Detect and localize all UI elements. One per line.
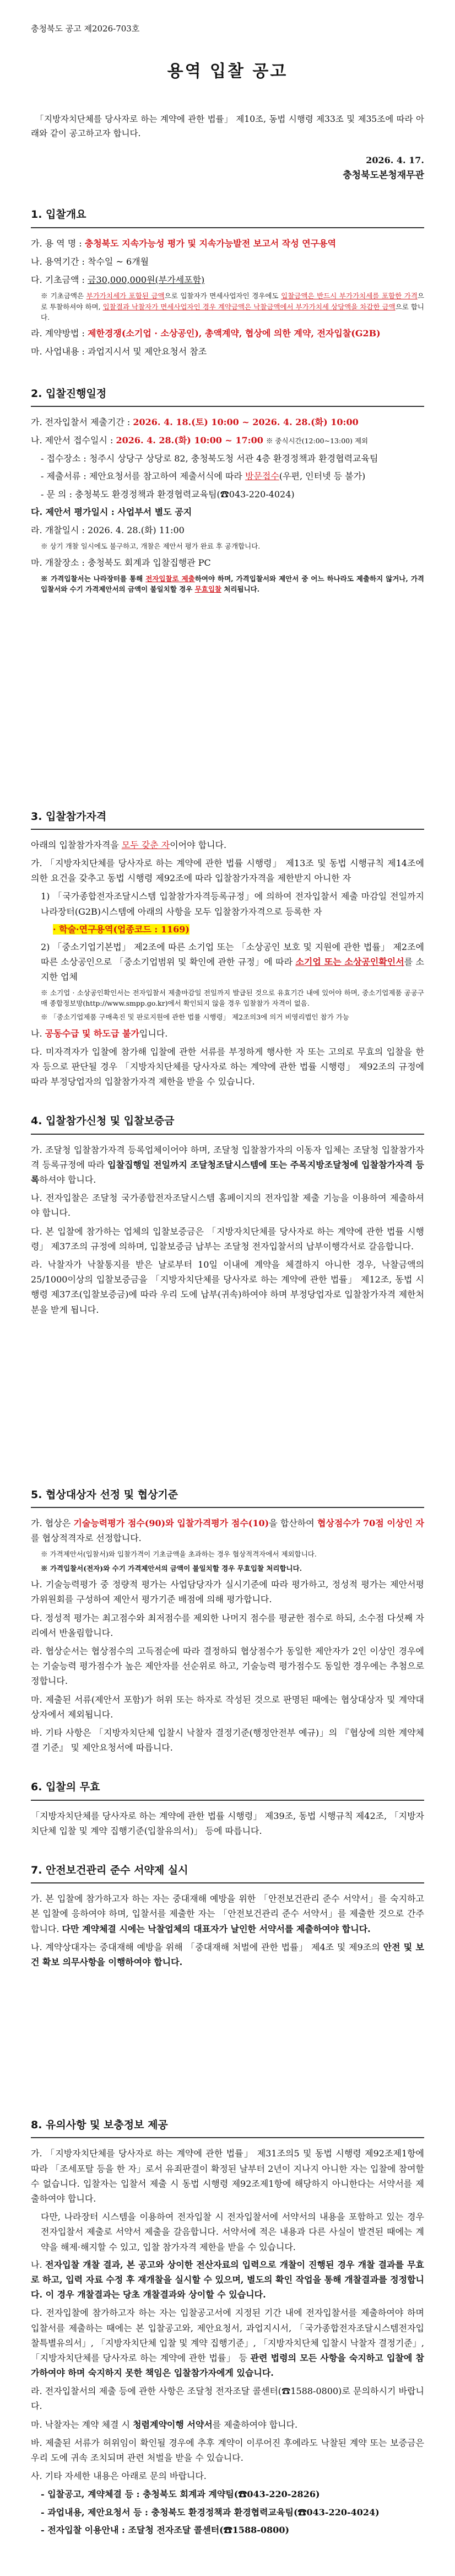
announcement-date: 2026. 4. 17. <box>366 155 424 166</box>
bid-submit-period: 가. 전자입찰서 제출기간 : 2026. 4. 18.(토) 10:00 ~ 2026. 4. 28.(화) 10:00 <box>31 416 359 427</box>
qualification-a: 가. 「지방자치단체를 당사자로 하는 계약에 관한 법률 시행령」 제13조 및 동법 시행규칙 제14조에 의한 요건을 갖추고 동법 시행령 제92조에 따라 입찰참가자격을 제한받지 아니한 자 <box>31 858 424 884</box>
section-6-title: 6. 입찰의 무효 <box>31 1781 100 1794</box>
qualitative-evaluation: 다. 정성적 평가는 최고점수와 최저점수를 제외한 나머지 점수를 평균한 점수로 하되, 소수점 다섯째 자리에서 반올림합니다. <box>31 1612 424 1638</box>
section-5-title: 5. 협상대상자 선정 및 협상기준 <box>31 1488 178 1501</box>
nonprofit-note: ※ 「중소기업제품 구매촉진 및 판로지원에 관한 법률 시행령」 제2조의3에 의거 비영리법인 참가 가능 <box>41 1013 349 1022</box>
inquiry-contact: - 문 의 : 충청북도 환경정책과 환경협력교육팀(☎043-220-4024) <box>41 489 295 500</box>
contract-method: 제한경쟁(소기업 · 소상공인), 총액계약, 협상에 의한 계약, 전자입찰(G2B) <box>88 328 381 339</box>
qualification-c: 다. 미자격자가 입찰에 참가해 입찰에 관한 서류를 부정하게 행사한 자 또는 고의로 무효의 입찰을 한 자 등으로 판단될 경우 「지방자치단체를 당사자로 하는 계약에 관한 법률 시행령」 제92조의 규정에 따라 부정당업자의 입찰참가자격 제한을 받을 수 있습니다. <box>31 1046 424 1087</box>
intro-text: 「지방자치단체를 당사자로 하는 계약에 관한 법률」 제10조, 동법 시행령 제33조 및 제35조에 따라 아래와 같이 공고하고자 합니다. <box>31 114 424 138</box>
section-1-title: 1. 입찰개요 <box>31 208 86 221</box>
section-3-title: 3. 입찰참가자격 <box>31 810 107 823</box>
section-divider <box>31 1134 424 1135</box>
receipt-location: - 접수장소 : 청주시 상당구 상당로 82, 충청북도청 서관 4층 환경정책과 환경협력교육팀 <box>41 453 378 464</box>
section-divider <box>31 1800 424 1801</box>
section-7-title: 7. 안전보건관리 준수 서약제 실시 <box>31 1864 188 1876</box>
small-business-note: ※ 소기업 · 소상공인확인서는 전자입찰서 제출마감일 전일까지 발급된 것으로 유효기간 내에 있어야 하며, 중소기업제품 공공구매 종합정보망(http://www.smpp.go.kr)에서 확인되지 않을 경우 입찰참가 자격이 없음. <box>41 988 424 1007</box>
page-title: 용역 입찰 공고 <box>167 61 288 81</box>
base-amount-note: ※ 기초금액은 부가가치세가 포함된 금액으로 입찰자가 면세사업자인 경우에도 입찰금액은 반드시 부가가치세를 포함한 가격으로 투찰하셔야 하며, 입찰결과 낙찰자가 면세사업자인 경우 계약금액은 낙찰금액에서 부가가치세 상당액을 차감한 금액으로 합니다. <box>41 292 425 321</box>
safety-pledge-rule: 가. 본 입찰에 참가하고자 하는 자는 중대재해 예방을 위한 「안전보건관리 준수 서약서」를 숙지하고 본 입찰에 응하여야 하며, 입찰서를 제출한 자는 「안전보건관리 준수 서약서」를 제출한 것으로 간주합니다. 다만 계약체결 시에는 낙찰업체의 대표자가 날인한 서약서를 제출하여야 합니다. <box>31 1893 424 1934</box>
base-amount: 금30,000,000원(부가세포함) <box>88 274 205 285</box>
safety-obligation-rule: 나. 계약상대자는 중대재해 예방을 위해 「중대재해 처벌에 관한 법률」 제4조 및 제9조의 안전 및 보건 확보 의무사항을 이행하여야 합니다. <box>31 1941 424 1967</box>
registration-rule: 가. 조달청 입찰참가자격 등록업체이어야 하며, 조달청 입찰참가자의 이동자 입체는 조달청 입찰참가자격 등록규정에 따라 입찰집행일 전일까지 조달청조달시스템에 또는 주목지방조달청에 입찰참가자격 등록하셔야 합니다. <box>31 1144 424 1185</box>
negotiation-order: 라. 협상순서는 협상점수의 고득점순에 따라 결정하되 협상점수가 동일한 제안자가 2인 이상인 경우에는 기술능력 평가점수가 높은 제안자를 선순위로 하고, 기술능력 평가점수도 동일한 경우에는 추첨으로 정합니다. <box>31 1645 424 1687</box>
service-name: 충청북도 지속가능성 평가 및 지속가능발전 보고서 작성 연구용역 <box>84 238 337 249</box>
section-8-title: 8. 유의사항 및 보충정보 제공 <box>31 2119 168 2132</box>
qualification-a-2: 2) 「중소기업기본법」 제2조에 따른 소기업 또는 「소상공인 보호 및 지원에 관한 법률」 제2조에 따른 소상공인으로 「중소기업범위 및 확인에 관한 규정」에 따라 소기업 또는 소상공인확인서를 소지한 업체 <box>41 941 424 983</box>
section-2-title: 2. 입찰진행일정 <box>31 387 107 400</box>
section-divider <box>31 1507 424 1508</box>
callcenter-inquiry: 라. 전자입찰서의 제출 등에 관한 사항은 조달청 전자조달 콜센터(☎1588-0800)로 문의하시기 바랍니다. <box>31 2386 424 2412</box>
industry-code: · 학술·연구용역(업종코드 : 1169) <box>53 924 189 935</box>
negotiation-selection: 가. 협상은 기술능력평가 점수(90)와 입찰가격평가 점수(10)을 합산하여 협상점수가 70점 이상인 자를 협상적격자로 선정합니다. <box>31 1518 424 1544</box>
contact-callcenter: - 전자입찰 이용안내 : 조달청 전자조달 콜센터(☎1588-0800) <box>41 2524 290 2535</box>
other-rules: 바. 기타 사항은 「지방자치단체 입찰시 낙찰자 결정기준(행정안전부 예규)」의 『협상에 의한 계약체결 기준』 및 제안요청서에 따릅니다. <box>31 1727 424 1753</box>
base-amount-line: 다. 기초금액 : 금30,000,000원(부가세포함) <box>31 274 205 285</box>
opening-note: ※ 상기 개찰 일시에도 불구하고, 개찰은 제안서 평가 완료 후 공개합니다. <box>41 542 261 551</box>
false-submission-rule: 바. 제출된 서류가 허위임이 확인될 경우에 추후 계약이 이루어진 후에라도 낙찰된 계약 또는 보증금은 우리 도에 귀속 조치되며 관련 처벌을 받을 수 있습니다. <box>31 2437 424 2464</box>
section-divider <box>31 829 424 830</box>
submit-documents: - 제출서류 : 제안요청서를 참고하여 제출서식에 따라 방문접수(우편, 인터넷 등 불가) <box>41 471 366 482</box>
evaluation-date: 다. 제안서 평가일시 : 사업부서 별도 공지 <box>31 506 192 517</box>
opening-place: 마. 개찰장소 : 충청북도 회계과 입찰집행관 PC <box>31 557 211 568</box>
bidder-responsibility-rule: 다. 전자입찰에 참가하고자 하는 자는 입찰공고서에 지정된 기간 내에 전자입찰서를 제출하여야 하며 입찰서를 제출하는 때에는 본 입찰공고와, 제안요청서, 과업지시서, 「국가종합전자조달시스템전자입찰특별유의서」, 「지방자치단체 입찰 및 계약 집행기준」, 「지방자치단체 입찰시 낙찰자 결정기준」, 「지방자치단체를 당사자로 하는 계약에 관한 법률」 등 관련 법령의 모든 사항을 숙지하고 입찰에 참가하여야 하며 숙지하지 못한 책임은 입찰참가자에게 있습니다. <box>31 2307 424 2379</box>
price-bid-note: ※ 가격입찰서는 나라장터를 통해 전자입찰로 제출하여야 하며, 가격입찰서와 제안서 중 어느 하나라도 제출하지 않거나, 가격입찰서와 수기 가격제안서의 금액이 불일치할 경우 무효입찰 처리됩니다. <box>41 574 424 594</box>
pledge-substitute-rule: 다만, 나라장터 시스템을 이용하여 전자입찰 시 전자입찰서에 서약서의 내용을 포함하고 있는 경우 전자입찰서 제출로 서약서 제출을 갈음합니다. 서약서에 적은 내용과 다른 사실이 발견된 때에는 계약을 해제·해지할 수 있고, 입찰 참가자격 제한을 받을 수 있습니다. <box>41 2212 424 2252</box>
tax-evasion-rule: 가. 「지방자치단체를 당사자로 하는 계약에 관한 법률」 제31조의5 및 동법 시행령 제92조제1항에 따라 「조세포탈 등을 한 자」로서 유죄판결이 확정된 날부터 2년이 지나지 아니한 자는 입찰에 참여할 수 없습니다. 입찰자는 입찰서 제출 시 동법 시행령 제92조제1항에 해당하지 아니한다는 서약서를 제출하여야 합니다. <box>31 2148 424 2204</box>
negotiation-note-1: ※ 가격제안서(입찰서)와 입찰가격이 기초금액을 초과하는 경우 협상적격자에서 제외합니다. <box>41 1550 317 1559</box>
opening-date: 라. 개찰일시 : 2026. 4. 28.(화) 11:00 <box>31 525 185 536</box>
bid-deposit-rule: 다. 본 입찰에 참가하는 업체의 입찰보증금은 「지방자치단체를 당사자로 하는 계약에 관한 법률 시행령」 제37조의 규정에 의하며, 입찰보증금 납부는 조달청 전자입찰서의 납부이행각서로 갈음합니다. <box>31 1226 424 1252</box>
service-period: 나. 용역기간 : 착수일 ~ 6개월 <box>31 256 149 267</box>
proposal-receipt-time: 나. 제안서 접수일시 : 2026. 4. 28.(화) 10:00 ~ 17:00 ※ 중식시간(12:00~13:00) 제외 <box>31 435 369 446</box>
qualification-intro: 아래의 입찰참가자격을 모두 갖춘 자이어야 합니다. <box>31 839 227 850</box>
document-number: 충청북도 공고 제2026-703호 <box>31 24 140 34</box>
contract-method-line: 라. 계약방법 : 제한경쟁(소기업 · 소상공인), 총액계약, 협상에 의한 계약, 전자입찰(G2B) <box>31 328 381 339</box>
false-document-rule: 마. 제출된 서류(제안서 포함)가 허위 또는 하자로 작성된 것으로 판명된 때에는 협상대상자 및 계약대상자에서 제외됩니다. <box>31 1694 424 1720</box>
section-divider <box>31 2137 424 2138</box>
electronic-bid-rule: 나. 전자입찰은 조달청 국가종합전자조달시스템 홈페이지의 전자입찰 제출 기능을 이용하여 제출하셔야 합니다. <box>31 1193 424 1219</box>
opening-error-rule: 나. 전자입찰 개찰 결과, 본 공고와 상이한 전산자료의 입력으로 개찰이 진행된 경우 개찰 결과를 무효로 하고, 입력 자료 수정 후 재개찰을 실시할 수 있으며, 별도의 확인 작업을 통해 개찰결과를 정정합니다. 이 경우 개찰결과는 당초 개찰결과와 상이할 수 있습니다. <box>31 2259 424 2300</box>
qualification-b: 나. 공동수급 및 하도급 불가입니다. <box>31 1028 168 1039</box>
service-name-line: 가. 용 역 명 : 충청북도 지속가능성 평가 및 지속가능발전 보고서 작성 연구용역 <box>31 238 337 249</box>
section-divider <box>31 1882 424 1883</box>
contract-deadline-rule: 라. 낙찰자가 낙찰통지를 받은 날로부터 10일 이내에 계약을 체결하지 아니한 경우, 낙찰금액의 25/1000이상의 입찰보증금을 「지방자치단체를 당사자로 하는 계약에 관한 법률」 제12조, 동법 시행령 제37조(입찰보증금)에 따라 우리 도에 납부(귀속)하여야 하며 부정당업자로 입찰참가자격 제한처분을 받게 됩니다. <box>31 1259 424 1315</box>
section-divider <box>31 406 424 407</box>
project-content: 마. 사업내용 : 과업지시서 및 제안요청서 참조 <box>31 346 207 357</box>
issuer: 충청북도본청재무관 <box>343 170 424 181</box>
invalid-bid-rule: 「지방자치단체를 당사자로 하는 계약에 관한 법률 시행령」 제39조, 동법 시행규칙 제42조, 「지방자치단체 입찰 및 계약 집행기준(입찰유의서)」 등에 따릅니다. <box>31 1810 424 1836</box>
integrity-pledge-rule: 마. 낙찰자는 계약 체결 시 청렴계약이행 서약서를 제출하여야 합니다. <box>31 2419 298 2430</box>
section-divider <box>31 227 424 228</box>
technical-evaluation: 나. 기술능력평가 중 정량적 평가는 사업담당자가 실시기준에 따라 평가하고, 정성적 평가는 제안서평가위원회를 구성하여 제안서 평가기준 배점에 의해 평가합니다. <box>31 1579 424 1605</box>
section-4-title: 4. 입찰참가신청 및 입찰보증금 <box>31 1115 175 1128</box>
qualification-a-1: 1) 「국가종합전자조달시스템 입찰참가자격등록규정」에 의하여 전자입찰서 제출 마감일 전일까지 나라장터(G2B)시스템에 아래의 사항을 모두 입찰참가자격으로 등록한 자 <box>41 891 424 917</box>
contact-contract: - 입찰공고, 계약체결 등 : 충청북도 회계과 계약팀(☎043-220-2826) <box>41 2489 320 2500</box>
contact-intro: 사. 기타 자세한 내용은 아래로 문의 바랍니다. <box>31 2471 207 2482</box>
contact-task: - 과업내용, 제안요청서 등 : 충청북도 환경정책과 환경협력교육팀(☎043-220-4024) <box>41 2507 380 2518</box>
negotiation-note-2: ※ 가격입찰서(전자)와 수기 가격제안서의 금액이 불일치할 경우 무효입찰 처리합니다. <box>41 1564 302 1573</box>
